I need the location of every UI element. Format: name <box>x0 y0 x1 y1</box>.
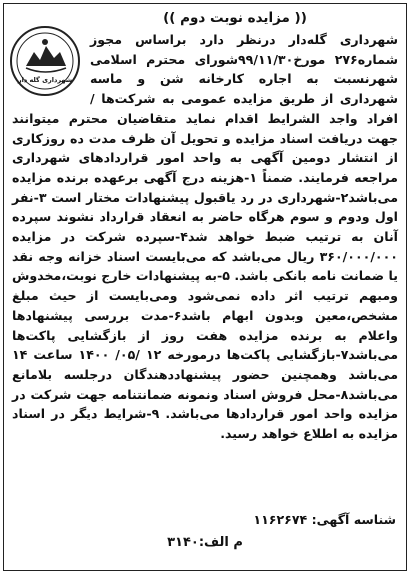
logo-text: شهرداری گله دار <box>17 76 73 84</box>
notice-body <box>12 30 398 444</box>
ad-code: م الف:۳۱۴۰ <box>167 535 243 550</box>
notice-frame <box>3 3 407 571</box>
logo-spacer <box>12 30 90 106</box>
notice-title: (( مزایده نوبت دوم )) <box>163 10 307 26</box>
ad-identifier: شناسه آگهی: ۱۱۶۲۶۷۴ <box>253 512 396 527</box>
notice-paragraph: شهرداری گله‌دار درنظر دارد براساس مجوز شماره۲۷۶ مورخ۹۹/۱۱/۳۰شورای محترم اسلامی شهرنسبت به اجاره کارخانه شن و ماسه شهرداری از طریق مزایده عمومی به شرکت‌ها / افراد واجد الشرایط اقدام نماید متقاضیان محترم میتوانند جهت دریافت اسناد مزایده و تحویل آن ظرف مدت ده روزکاری از انتشار دومین آگهی به واحد امور قراردادهای شهرداری مراجعه فرمایند. ضمناً ۱-هزینه درج آگهی برعهده برنده مزایده می‌باشد۲-شهرداری در رد یاقبول پیشنهادات مختار است ۳-نفر اول ودوم و سوم هرگاه حاضر به انعقاد قرارداد نشوند سپرده آنان به ترتیب ضبط خواهد شد۴-سپرده شرکت در مزایده ۳۶۰/۰۰۰/۰۰۰ ریال می‌باشد که می‌بایست اسناد خزانه وجه نقد یا ضمانت نامه بانکی باشد. ۵-به پیشنهادات خارج نوبت،مخدوش ومبهم ترتیب اثر داده نمی‌شود ومی‌بایست از حیث مبلغ مشخص،معین وبدون ابهام باشد۶-مدت بررسی پیشنهادها واعلام به برنده مزایده هفت روز از بازگشایی پاکت‌ها می‌باشد۷-بازگشایی پاکت‌ها درمورخه ۱۲ /۰۵/ ۱۴۰۰ ساعت ۱۴ می‌باشد وهمچنین حضور پیشنهاددهندگان درجلسه بلامانع می‌باشد۸-محل فروش اسناد ونمونه ضمانتنامه جهت شرکت در مزایده واحد امور قراردادها می‌باشد. ۹-شرایط دیگر در اسناد مزایده به اطلاع خواهد رسید. <box>12 32 399 442</box>
